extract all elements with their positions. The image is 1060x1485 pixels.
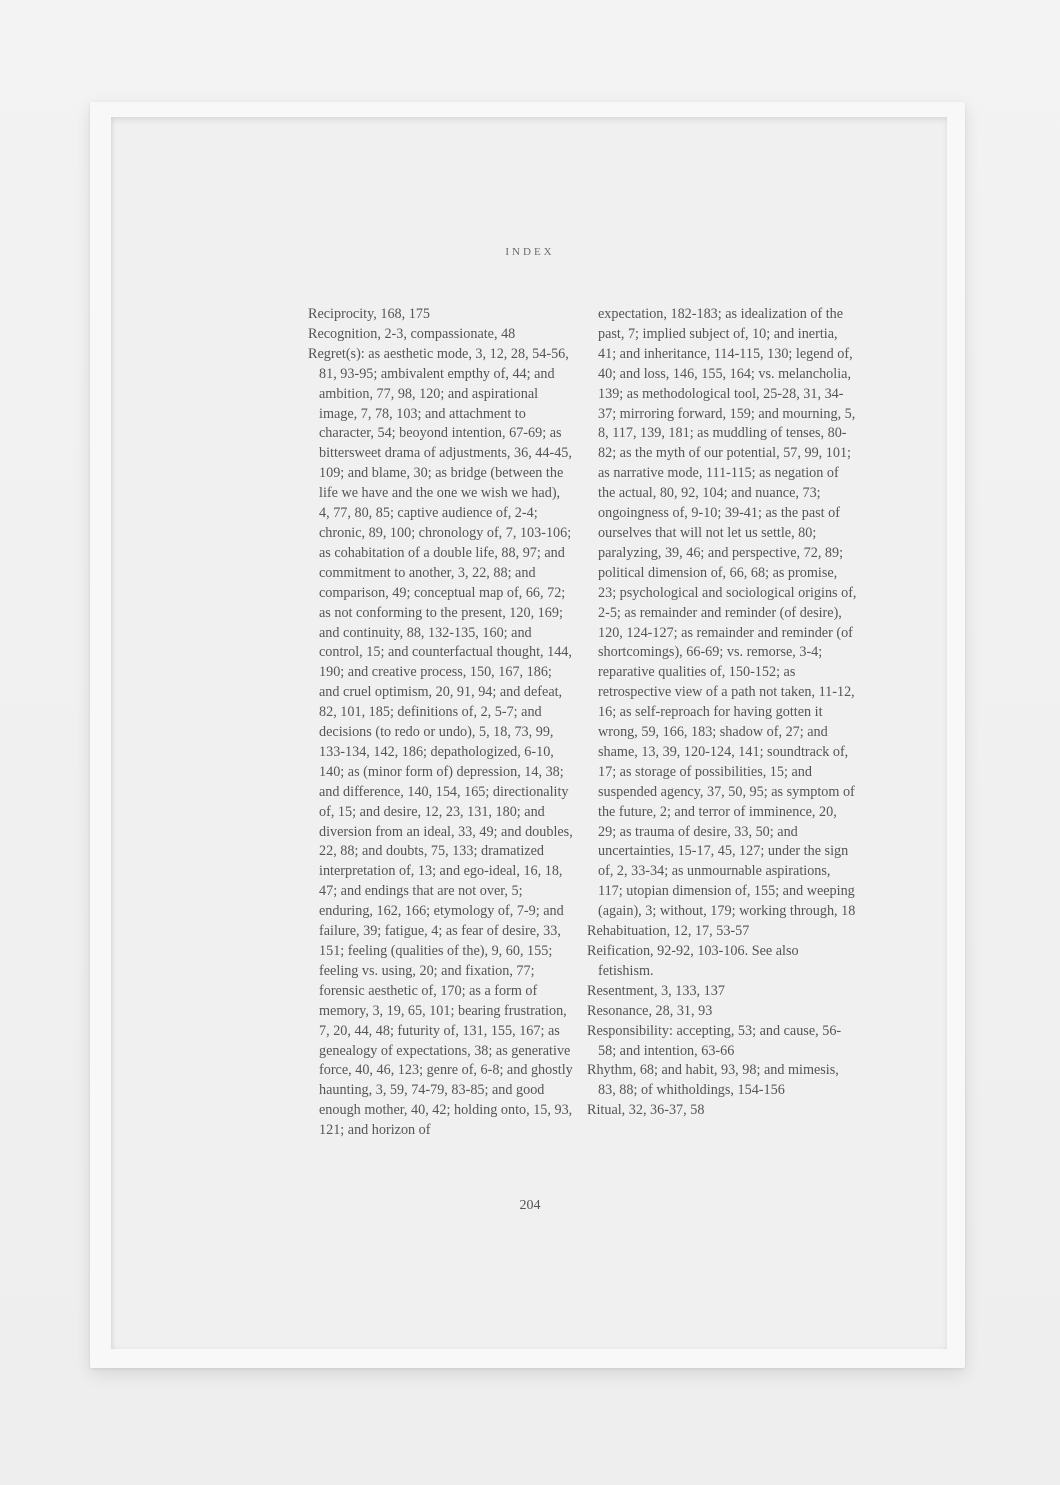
- index-entry: Recognition, 2-3, compassionate, 48: [308, 325, 516, 342]
- index-entry: Rehabituation, 12, 17, 53-57: [587, 923, 750, 940]
- index-entry: Resonance, 28, 31, 93: [587, 1002, 713, 1019]
- page-heading: INDEX: [505, 246, 555, 258]
- index-entry: Ritual, 32, 36-37, 58: [587, 1102, 705, 1119]
- index-column-right: [587, 305, 857, 1121]
- index-entry: Rhythm, 68; and habit, 93, 98; and mimesis, 83, 88; of whitholdings, 154-156: [587, 1062, 839, 1099]
- index-column-left: [308, 305, 573, 1141]
- index-entry: Reification, 92-92, 103-106. See also fetishism.: [587, 943, 799, 979]
- index-entry: Responsibility: accepting, 53; and cause, 56-58; and intention, 63-66: [587, 1022, 842, 1059]
- index-entry: Resentment, 3, 133, 137: [587, 982, 725, 999]
- page-number: 204: [519, 1198, 541, 1213]
- index-entry: Reciprocity, 168, 175: [308, 306, 431, 322]
- index-entry: Regret(s): as aesthetic mode, 3, 12, 28, 54-56, 81, 93-95; ambivalent empthy of, 44; and ambition, 77, 98, 120; and aspirational image, 7, 78, 103; and attachment to character, 54; beoyond intention, 67-69; as bittersweet drama of adjustments, 36, 44-45, 109; and blame, 30; as bridge (between the life we have and the one we wish we had), 4, 77, 80, 85; captive audience of, 2-4; chronic, 89, 100; chronology of, 7, 103-106; as cohabitation of a double life, 88, 97; and commitment to another, 3, 22, 88; and comparison, 49; conceptual map of, 66, 72; as not conforming to the present, 120, 169; and continuity, 88, 132-135, 160; and control, 15; and counterfactual thought, 144, 190; and creative process, 150, 167, 186; and cruel optimism, 20, 91, 94; and defeat, 82, 101, 185; definitions of, 2, 5-7; and decisions (to redo or undo), 5, 18, 73, 99, 133-134, 142, 186; depathologized, 6-10, 140; as (minor form of) depression, 14, 38; and difference, 140, 154, 165; directionality of, 15; and desire, 12, 23, 131, 180; and diversion from an ideal, 33, 49; and doubles, 22, 88; and doubts, 75, 133; dramatized interpretation of, 13; and ego-ideal, 16, 18, 47; and endings that are not over, 5; enduring, 162, 166; etymology of, 7-9; and failure, 39; fatigue, 4; as fear of desire, 33, 151; feeling (qualities of the), 9, 60, 155; feeling vs. using, 20; and fixation, 77; forensic aesthetic of, 170; as a form of memory, 3, 19, 65, 101; bearing frustration, 7, 20, 44, 48; futurity of, 131, 155, 167; as genealogy of expectations, 38; as generative force, 40, 46, 123; genre of, 6-8; and ghostly haunting, 3, 59, 74-79, 83-85; and good enough mother, 40, 42; holding onto, 15, 93, 121; and horizon of: [308, 345, 573, 1139]
- index-entry-continuation: expectation, 182-183; as idealization of the past, 7; implied subject of, 10; and inertia, 41; and inheritance, 114-115, 130; legend of, 40; and loss, 146, 155, 164; vs. melancholia, 139; as methodological tool, 25-28, 31, 34-37; mirroring forward, 159; and mourning, 5, 8, 117, 139, 181; as muddling of tenses, 80-82; as the myth of our potential, 57, 99, 101; as narrative mode, 111-115; as negation of the actual, 80, 92, 104; and nuance, 73; ongoingness of, 9-10; 39-41; as the past of ourselves that will not let us settle, 80; paralyzing, 39, 46; and perspective, 72, 89; political dimension of, 66, 68; as promise, 23; psychological and sociological origins of, 2-5; as remainder and reminder (of desire), 120, 124-127; as remainder and reminder (of shortcomings), 66-69; vs. remorse, 3-4; reparative qualities of, 150-152; as retrospective view of a path not taken, 11-12, 16; as self-reproach for having gotten it wrong, 59, 166, 183; shadow of, 27; and shame, 13, 39, 120-124, 141; soundtrack of, 17; as storage of possibilities, 15; and suspended agency, 37, 50, 95; as symptom of the future, 2; and terror of imminence, 20, 29; as trauma of desire, 33, 50; and uncertainties, 15-17, 45, 127; under the sign of, 2, 33-34; as unmournable aspirations, 117; utopian dimension of, 155; and weeping (again), 3; without, 179; working through, 18: [598, 306, 857, 920]
